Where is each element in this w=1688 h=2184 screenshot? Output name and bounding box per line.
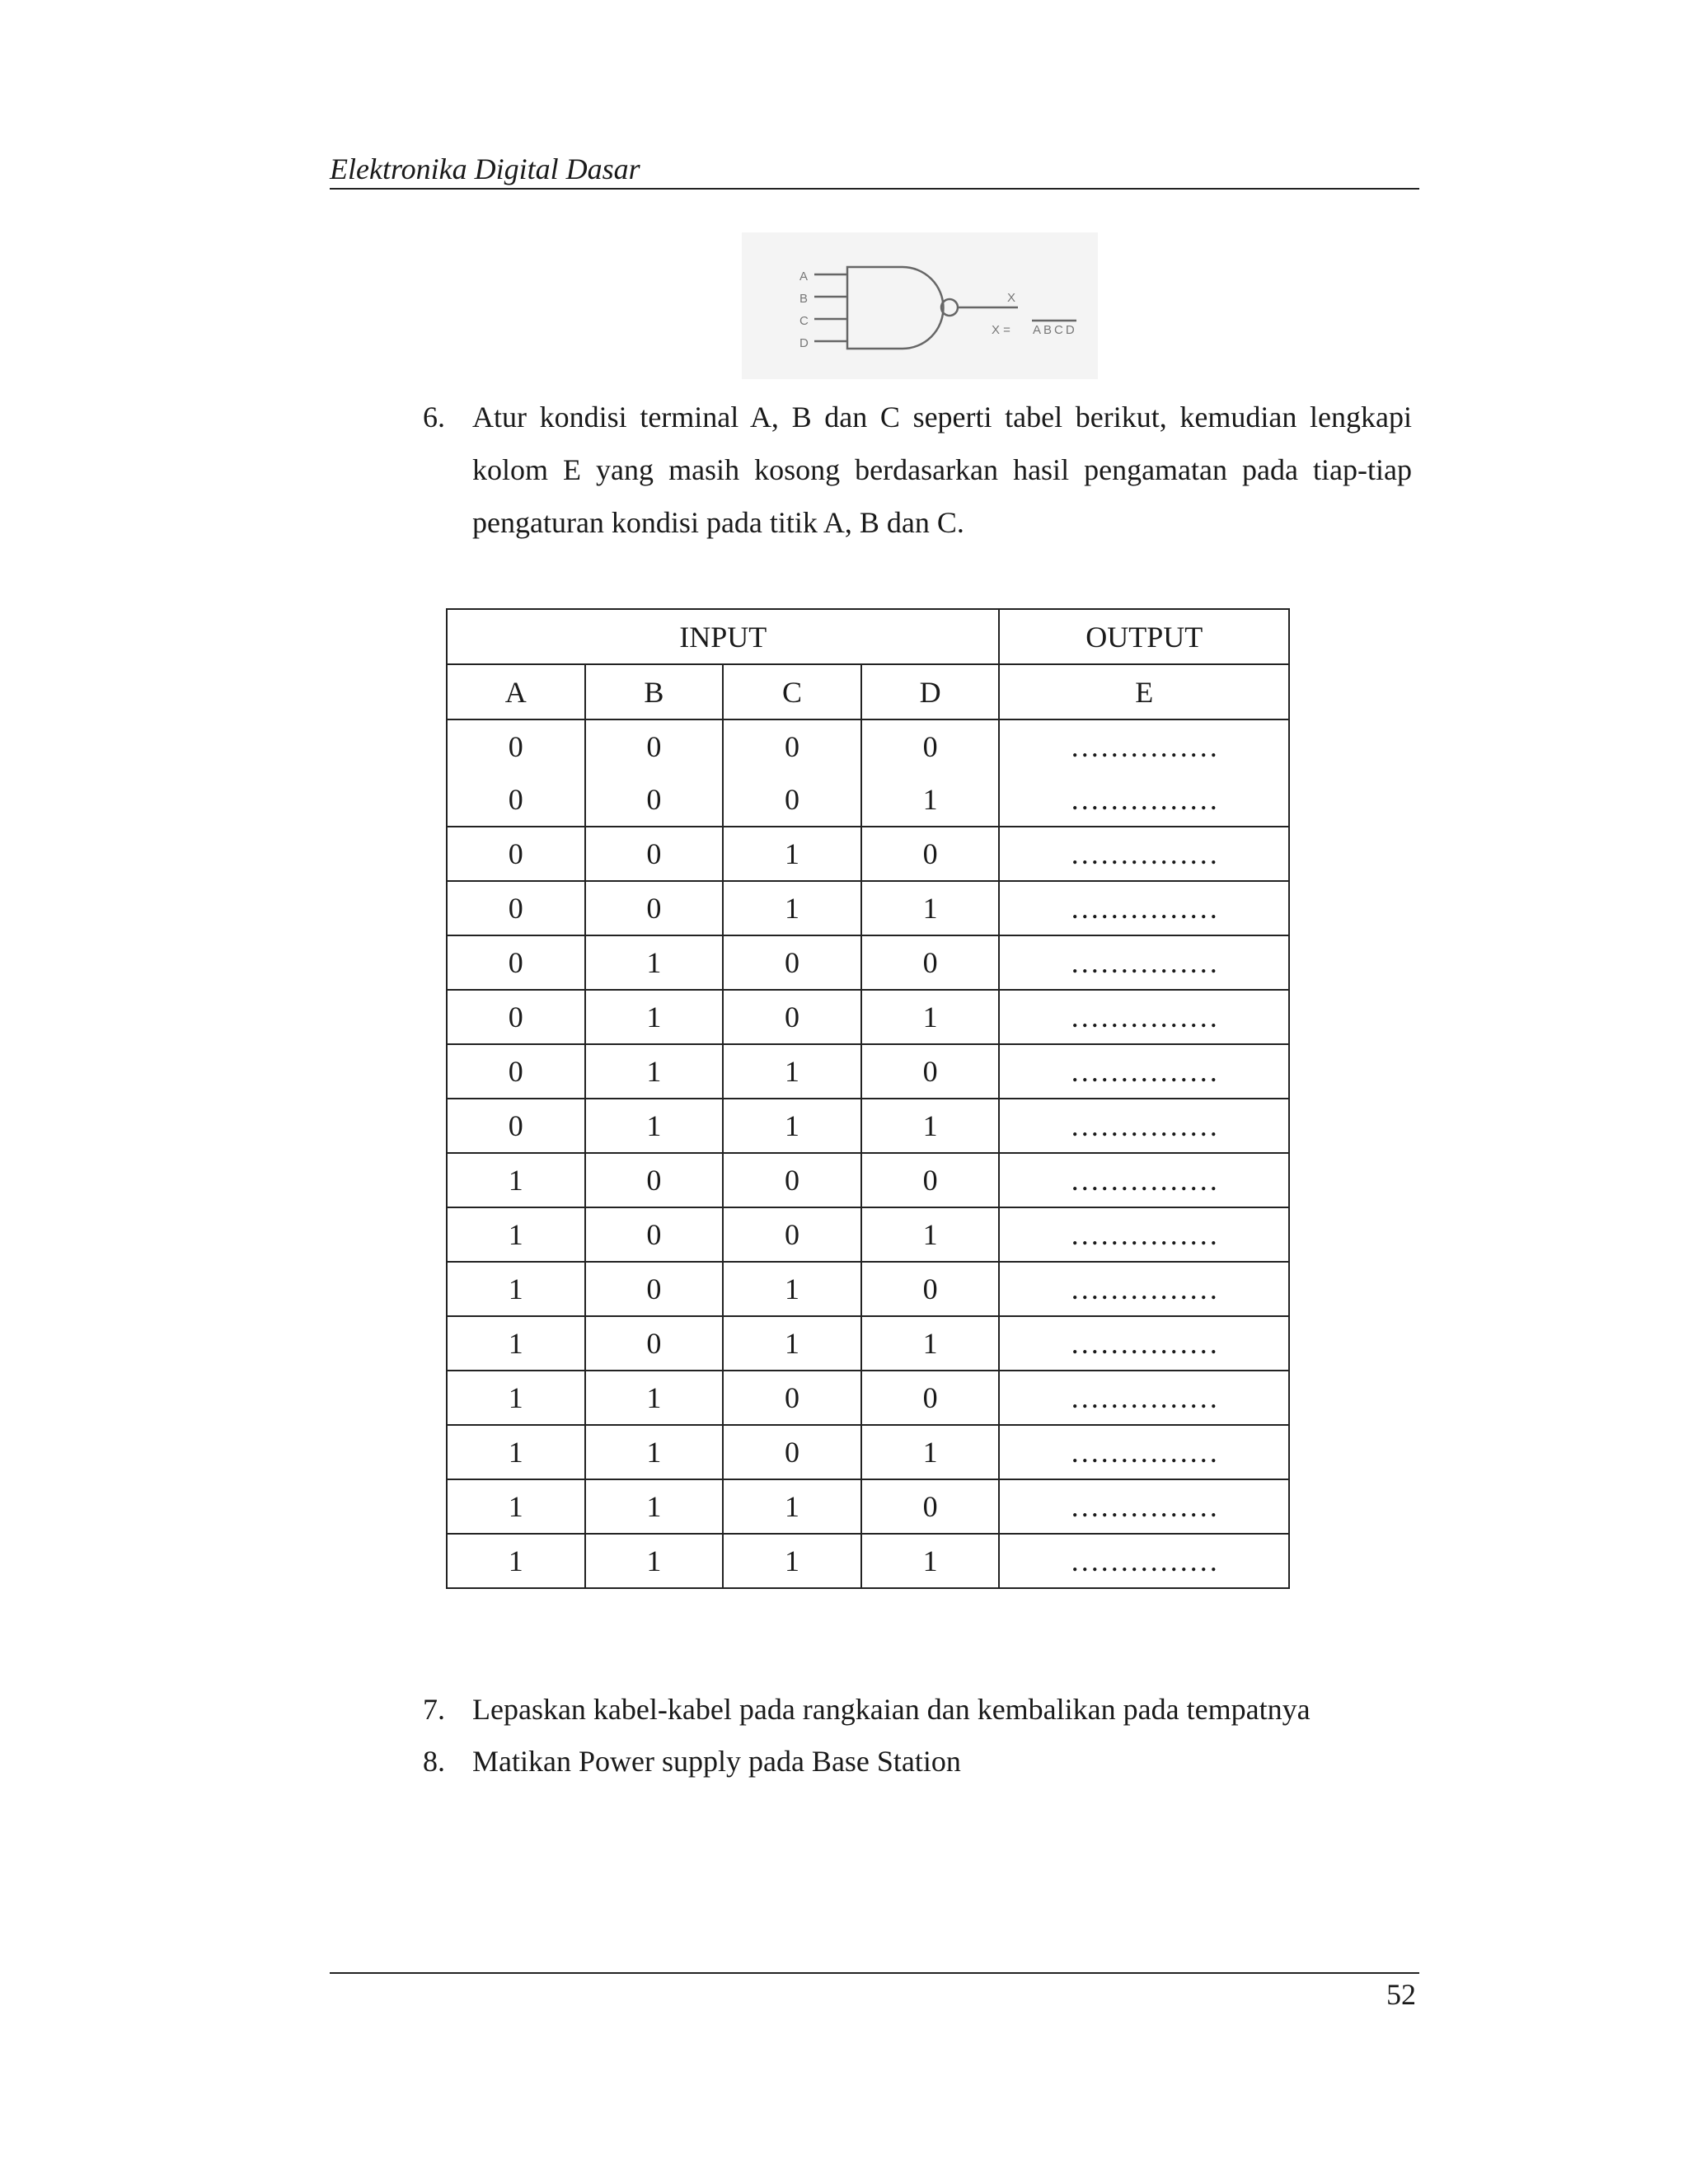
table-cell: 0 [861,1262,1000,1316]
table-cell: 1 [861,1425,1000,1479]
step-number: 7. [423,1693,445,1726]
table-cell [585,719,724,827]
table-cell: 1 [585,1371,724,1425]
table-cell: 1 [447,1534,585,1588]
table-cell: 0 [585,1316,724,1371]
table-cell: 1 [861,1534,1000,1588]
cell-value: 1 [922,783,938,816]
table-cell: 1 [585,1534,724,1588]
group-header-row [447,609,1289,664]
table-row [447,881,1289,935]
table-row [447,827,1289,881]
cell-value: 0 [508,783,523,816]
column-header-a: A [447,664,585,719]
table-cell: …………… [999,1044,1289,1099]
input-label-d: D [799,336,809,350]
table-cell: 0 [447,990,585,1044]
table-cell: 0 [861,1044,1000,1099]
step-8 [423,1735,1412,1788]
table-cell: …………… [999,1316,1289,1371]
table-cell: 1 [723,1099,861,1153]
table-cell: 1 [723,1479,861,1534]
table-cell: 0 [585,881,724,935]
input-group-header: INPUT [447,609,999,664]
table-row [447,935,1289,990]
column-header-e: E [999,664,1289,719]
table-cell: 1 [723,1316,861,1371]
equation-prefix: X = [992,323,1010,337]
nand-gate-figure [742,232,1098,379]
table-cell: 1 [861,881,1000,935]
input-label-a: A [799,269,809,284]
table-cell [447,719,585,827]
column-header-c: C [723,664,861,719]
table-cell: …………… [999,1479,1289,1534]
table-cell: …………… [999,1262,1289,1316]
table-cell: 1 [585,1425,724,1479]
table-cell: 1 [585,1099,724,1153]
column-header-row [447,664,1289,719]
step-number: 6. [423,401,445,434]
table-cell: 0 [861,935,1000,990]
table-cell: 1 [447,1153,585,1207]
table-cell: 0 [447,1044,585,1099]
table-row [447,1316,1289,1371]
cell-value: 0 [646,730,662,763]
input-label-c: C [799,314,809,328]
table-cell: 0 [585,1207,724,1262]
cell-value: …………… [1070,730,1219,763]
table-cell: 1 [447,1371,585,1425]
table-row-block [447,719,1289,827]
table-cell: 1 [723,881,861,935]
step-7 [423,1683,1412,1736]
table-cell: 0 [723,1371,861,1425]
equation-overlined: ABCD [1033,323,1077,337]
table-cell: 1 [447,1425,585,1479]
table-cell [999,719,1289,827]
table-row [447,1207,1289,1262]
table-cell: 0 [861,1479,1000,1534]
truth-table [446,608,1290,1589]
table-row [447,1044,1289,1099]
table-row [447,1099,1289,1153]
table-row [447,1262,1289,1316]
table-cell: 1 [447,1479,585,1534]
table-cell: 1 [723,1534,861,1588]
table-row [447,990,1289,1044]
table-cell: …………… [999,1534,1289,1588]
table-cell: 1 [585,1479,724,1534]
table-cell: 1 [723,1044,861,1099]
table-cell: 1 [447,1262,585,1316]
table-cell: 1 [723,827,861,881]
table-cell: …………… [999,1099,1289,1153]
table-cell: 0 [585,827,724,881]
table-cell: 0 [723,935,861,990]
table-cell: 1 [861,1207,1000,1262]
table-cell: 1 [723,1262,861,1316]
table-cell: …………… [999,881,1289,935]
input-label-b: B [799,292,809,306]
table-cell [861,719,1000,827]
table-cell: 0 [447,935,585,990]
table-cell: …………… [999,1371,1289,1425]
table-cell: …………… [999,1153,1289,1207]
table-cell: 0 [723,1207,861,1262]
cell-value: 0 [785,783,800,816]
table-cell: 0 [723,1425,861,1479]
table-row [447,1425,1289,1479]
step-text: Atur kondisi terminal A, B dan C seperti tabel berikut, kemudian lengkapi kolom E yang masih kosong berdasarkan hasil pengamatan pada tiap-tiap pengaturan kondisi pada titik A, B dan C. [472,401,1412,539]
table-cell: 0 [861,1153,1000,1207]
table-cell: 1 [585,935,724,990]
cell-value: …………… [1070,783,1219,816]
table-cell: 0 [585,1153,724,1207]
cell-value: 0 [922,730,938,763]
table-row [447,1371,1289,1425]
cell-value: 0 [646,783,662,816]
table-cell: 1 [861,1099,1000,1153]
table-row [447,1479,1289,1534]
table-cell: …………… [999,1207,1289,1262]
table-cell: 0 [861,827,1000,881]
step-number: 8. [423,1745,445,1778]
table-cell: 1 [447,1207,585,1262]
step-text: Matikan Power supply pada Base Station [472,1745,961,1778]
column-header-b: B [585,664,724,719]
table-row [447,1153,1289,1207]
table-cell: 0 [861,1371,1000,1425]
table-cell: 1 [585,1044,724,1099]
step-text: Lepaskan kabel-kabel pada rangkaian dan kembalikan pada tempatnya [472,1693,1311,1726]
output-label: X [1007,291,1016,305]
table-cell: 0 [723,1153,861,1207]
table-cell: 1 [861,990,1000,1044]
table-cell: 0 [447,827,585,881]
running-header: Elektronika Digital Dasar [330,152,640,185]
table-cell: 0 [723,990,861,1044]
column-header-d: D [861,664,1000,719]
table-cell: …………… [999,990,1289,1044]
table-cell: 0 [447,1099,585,1153]
table-cell: 1 [447,1316,585,1371]
nand-gate-body [847,267,943,349]
table-cell: 0 [447,881,585,935]
page-number: 52 [1386,1978,1416,2011]
table-row [447,1534,1289,1588]
table-cell: …………… [999,1425,1289,1479]
footer-rule [330,1972,1419,1974]
step-6 [423,391,1412,555]
cell-value: 0 [508,730,523,763]
table-cell: …………… [999,935,1289,990]
table-cell: …………… [999,827,1289,881]
table-cell: 0 [585,1262,724,1316]
table-cell [723,719,861,827]
cell-value: 0 [785,730,800,763]
table-cell: 1 [861,1316,1000,1371]
output-group-header: OUTPUT [999,609,1289,664]
table-cell: 1 [585,990,724,1044]
header-rule [330,188,1419,190]
